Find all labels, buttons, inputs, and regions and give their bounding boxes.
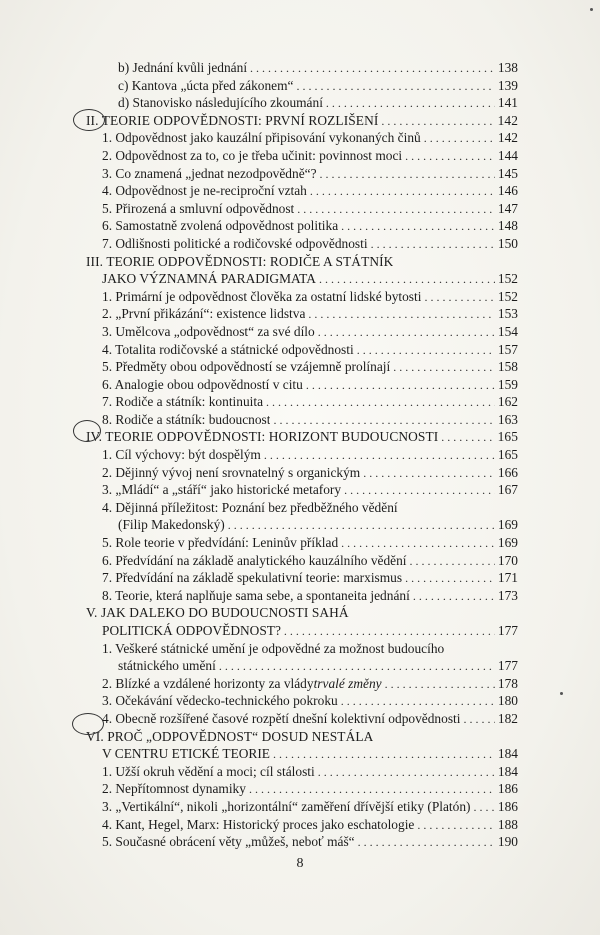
toc-entry (86, 77, 518, 95)
leader-dots (310, 183, 495, 201)
toc-page-number: 167 (497, 482, 518, 498)
toc-entry (86, 481, 518, 499)
toc-entry (86, 358, 518, 376)
toc-entry (86, 376, 518, 394)
toc-chapter-line (86, 112, 518, 130)
toc-page-number: 146 (497, 183, 518, 199)
toc-entry-title: 4. Dějinná příležitost: Poznání bez předběžného vědění (102, 499, 398, 515)
toc-entry (86, 341, 518, 359)
page-number: 8 (296, 856, 304, 871)
toc-entry-title: 6. Předvídání na základě analytického kauzálního vědění (102, 552, 407, 568)
leader-dots (318, 764, 495, 782)
toc-page-number: 152 (497, 288, 518, 304)
toc-entry-title-italic: trvalé změny (313, 675, 382, 691)
toc-entry-title: 4. Kant, Hegel, Marx: Historický proces jako eschatologie (102, 816, 415, 832)
page-mark (560, 692, 563, 695)
leader-dots (318, 324, 495, 342)
toc-entry-title: JAKO VÝZNAMNÁ PARADIGMATA (102, 271, 316, 287)
toc-entry-title: POLITICKÁ ODPOVĚDNOST? (102, 623, 281, 638)
toc-chapter-line (86, 253, 518, 271)
leader-dots (297, 201, 495, 219)
toc-page-number: 152 (497, 271, 518, 287)
leader-dots (441, 429, 494, 447)
toc-page-number: 177 (497, 658, 518, 674)
toc-page-number: 171 (497, 570, 518, 586)
toc-entry-title: 5. Předměty obou odpovědností se vzájemně prolínají (102, 359, 391, 375)
toc-entry-title: 4. Obecně rozšířené časové rozpětí dnešní kolektivní odpovědnosti (102, 710, 461, 726)
toc-entry-title: 4. Odpovědnost je ne-reciproční vztah (102, 183, 307, 199)
toc-page-number: 178 (497, 675, 518, 691)
toc-page-number: 186 (497, 781, 518, 797)
toc-entry (86, 305, 518, 323)
toc-entry (86, 499, 518, 517)
leader-dots (417, 817, 495, 835)
toc-entry-title: státnického umění (118, 658, 216, 674)
leader-dots (249, 781, 495, 799)
leader-dots (344, 482, 495, 500)
toc-entry (86, 710, 518, 728)
toc-entry-title: (Filip Makedonský) (118, 517, 225, 533)
leader-dots (308, 306, 495, 324)
leader-dots (306, 377, 495, 395)
toc-page-number: 170 (497, 552, 518, 568)
leader-dots (228, 517, 495, 535)
toc-page-number: 186 (497, 798, 518, 814)
toc-page-number: 154 (497, 323, 518, 339)
toc-entry-title: 1. Užší okruh vědění a moci; cíl stálosti (102, 763, 315, 779)
toc-page-number: 159 (497, 376, 518, 392)
toc-entry (86, 235, 518, 253)
toc-entry (86, 587, 518, 605)
toc-entry-title: IV. TEORIE ODPOVĚDNOSTI: HORIZONT BUDOUCNOSTI (86, 429, 439, 445)
toc-chapter-line (86, 428, 518, 446)
toc-page-number: 157 (497, 341, 518, 357)
toc-entry-title: c) Kantova „úcta před zákonem“ (118, 77, 294, 93)
toc-page-number: 169 (497, 517, 518, 533)
toc-entry-title: 3. „Mládí“ a „stáří“ jako historické metafory (102, 482, 342, 498)
toc-entry (86, 288, 518, 306)
leader-dots (381, 113, 494, 131)
page-mark (590, 8, 593, 11)
toc-page-number: 163 (497, 411, 518, 427)
toc-entry-title: 5. Role teorie v předvídání: Leninův příklad (102, 535, 339, 551)
leader-dots (273, 412, 494, 430)
toc-page-number: 166 (497, 464, 518, 480)
toc-entry (86, 200, 518, 218)
toc-entry-title: 3. Umělcova „odpovědnost“ za své dílo (102, 323, 315, 339)
toc-entry-title: 6. Analogie obou odpovědností v citu (102, 376, 303, 392)
leader-dots (250, 60, 495, 78)
leader-dots (319, 271, 495, 289)
toc-page-number: 182 (497, 710, 518, 726)
toc-page-number: 184 (497, 763, 518, 779)
leader-dots (410, 553, 495, 571)
toc-page-number: 165 (497, 429, 518, 445)
toc-page-number: 173 (497, 587, 518, 603)
leader-dots (296, 78, 494, 96)
toc-entry-title: 2. Nepřítomnost dynamiky (102, 781, 246, 797)
toc-page-number: 190 (497, 834, 518, 850)
toc-entry (86, 657, 518, 675)
toc-entry (86, 94, 518, 112)
toc-page-number: 150 (497, 235, 518, 251)
toc-page-number: 139 (497, 77, 518, 93)
toc-entry-title: V CENTRU ETICKÉ TEORIE (102, 746, 270, 762)
toc-entry (86, 446, 518, 464)
toc-entry-title: d) Stanovisko následujícího zkoumání (118, 95, 323, 111)
toc-page-number: 158 (497, 359, 518, 375)
leader-dots (320, 166, 495, 184)
toc-entry (86, 816, 518, 834)
toc-page-number: 169 (497, 535, 518, 551)
toc-entry-title: 6. Samostatně zvolená odpovědnost politika (102, 218, 339, 234)
toc-entry (86, 182, 518, 200)
toc-entry (86, 217, 518, 235)
toc-page-number: 142 (497, 130, 518, 146)
toc-entry-title: III. TEORIE ODPOVĚDNOSTI: RODIČE A STÁTNÍK (86, 253, 394, 269)
toc-entry-title: 3. „Vertikální“, nikoli „horizontální“ zaměření dřívější etiky (Platón) (102, 798, 471, 814)
toc-entry-title: VI. PROČ „ODPOVĚDNOST“ DOSUD NESTÁLA (86, 728, 374, 744)
toc-chapter-line (86, 622, 518, 640)
toc-entry-title: 8. Rodiče a státník: budoucnost (102, 411, 271, 427)
leader-dots (424, 130, 495, 148)
leader-dots (405, 148, 495, 166)
toc-page-number: 184 (497, 746, 518, 762)
toc-entry-title: 4. Totalita rodičovské a státnické odpovědnosti (102, 341, 354, 357)
leader-dots (284, 623, 495, 641)
toc-entry (86, 640, 518, 658)
toc-entry (86, 411, 518, 429)
leader-dots (341, 693, 495, 711)
toc-entry-title: 2. „První přikázání“: existence lidstva (102, 306, 306, 322)
toc-entry (86, 59, 518, 77)
leader-dots (413, 588, 495, 606)
toc-entry-title: b) Jednání kvůli jednání (118, 60, 248, 75)
toc-entry-title: 7. Odlišnosti politické a rodičovské odpovědnosti (102, 235, 368, 251)
toc-page-number: 145 (497, 165, 518, 181)
toc-entry (86, 692, 518, 710)
toc-entry (86, 516, 518, 534)
toc-entry-title: 7. Předvídání na základě spekulativní teorie: marxismus (102, 570, 403, 586)
leader-dots (405, 570, 495, 588)
toc-page-number: 165 (497, 447, 518, 463)
toc-entry (86, 393, 518, 411)
toc-entry-title: 2. Dějinný vývoj není srovnatelný s organickým (102, 464, 361, 480)
toc-entry (86, 675, 518, 693)
leader-dots (264, 447, 495, 465)
toc-entry-title: 8. Teorie, která naplňuje sama sebe, a spontaneita jednání (102, 587, 410, 603)
toc-entry (86, 552, 518, 570)
toc-entry (86, 833, 518, 851)
toc-chapter-line (86, 728, 518, 746)
leader-dots (393, 359, 495, 377)
toc-chapter-line (86, 604, 518, 622)
toc-entry (86, 323, 518, 341)
toc-entry-title: 5. Současné obrácení věty „můžeš, neboť máš“ (102, 834, 355, 850)
toc-entry-title: 5. Přirozená a smluvní odpovědnost (102, 200, 295, 216)
toc-page-number: 180 (497, 693, 518, 709)
leader-dots (326, 95, 495, 113)
toc-entry-title: 1. Primární je odpovědnost člověka za ostatní lidské bytosti (102, 288, 422, 304)
toc-chapter-line (86, 270, 518, 288)
toc-page-number: 148 (497, 218, 518, 234)
toc-entry (86, 534, 518, 552)
toc-page-number: 162 (497, 394, 518, 410)
leader-dots (341, 218, 495, 236)
toc-entry-title: 3. Očekávání vědecko-technického pokroku (102, 693, 338, 709)
toc-page-number: 142 (497, 112, 518, 128)
toc-page-number: 153 (497, 306, 518, 322)
toc-entry (86, 569, 518, 587)
leader-dots (474, 799, 495, 817)
leader-dots (363, 465, 495, 483)
toc-entry-title: 3. Co znamená „jednat nezodpovědně“? (102, 165, 317, 181)
toc-entry (86, 129, 518, 147)
toc-entry (86, 165, 518, 183)
toc-entry-title: II. TEORIE ODPOVĚDNOSTI: PRVNÍ ROZLIŠENÍ (86, 112, 379, 128)
toc-entry (86, 763, 518, 781)
leader-dots (385, 676, 495, 694)
leader-dots (358, 834, 495, 852)
toc-entry-title: 1. Cíl výchovy: být dospělým (102, 447, 261, 463)
toc-entry (86, 464, 518, 482)
toc-entry (86, 780, 518, 798)
toc-entry-title: 7. Rodiče a státník: kontinuita (102, 394, 264, 410)
toc-entry (86, 147, 518, 165)
toc-entry-title: 2. Odpovědnost za to, co je třeba učinit: povinnost moci (102, 147, 403, 163)
leader-dots (273, 746, 495, 764)
leader-dots (463, 711, 494, 729)
leader-dots (371, 236, 495, 254)
toc-page-number: 147 (497, 200, 518, 216)
toc-page-number: 177 (497, 623, 518, 638)
toc-entry-title: 1. Veškeré státnické umění je odpovědné za možnost budoucího (102, 640, 445, 656)
toc-chapter-line (86, 745, 518, 763)
leader-dots (219, 658, 495, 676)
leader-dots (424, 289, 494, 307)
leader-dots (357, 342, 495, 360)
table-of-contents (86, 59, 518, 851)
leader-dots (341, 535, 495, 553)
toc-page-number: 188 (497, 816, 518, 832)
leader-dots (266, 394, 495, 412)
toc-entry-title: 2. Blízké a vzdálené horizonty za vlády (102, 675, 314, 691)
toc-page-number: 141 (497, 95, 518, 111)
toc-page-number: 144 (497, 147, 518, 163)
toc-page-number: 138 (497, 60, 518, 75)
toc-entry (86, 798, 518, 816)
toc-entry-title: V. JAK DALEKO DO BUDOUCNOSTI SAHÁ (86, 605, 349, 621)
toc-entry-title: 1. Odpovědnost jako kauzální připisování vykonaných činů (102, 130, 421, 146)
